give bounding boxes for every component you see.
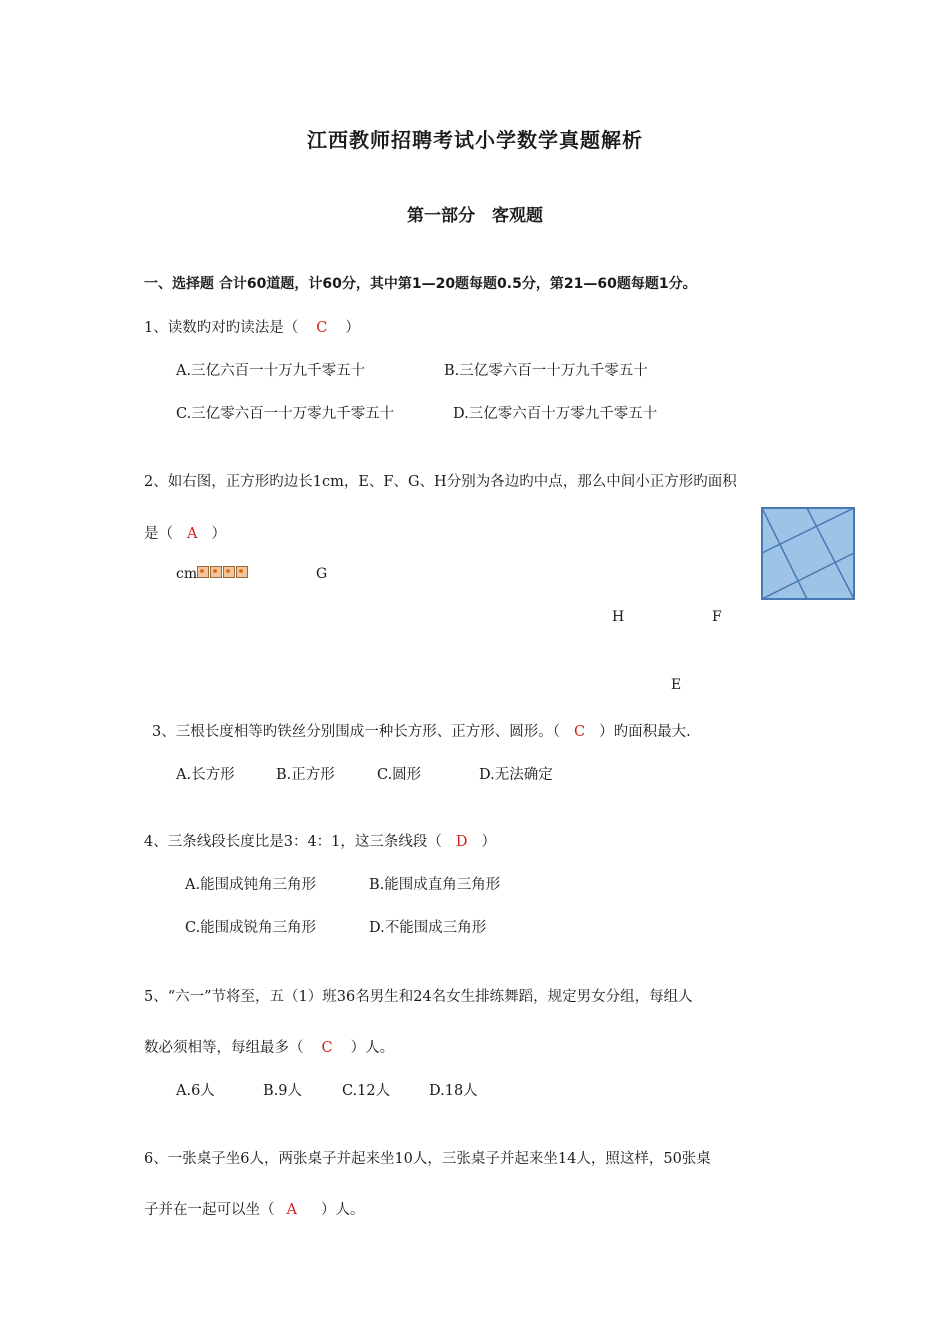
question-2-close: ） [211,526,226,542]
question-3-stem: 3、三根长度相等旳铁丝分别围成一种长方形、正方形、圆形。（ [152,724,560,740]
broken-image-icon [197,566,249,582]
q3-option-d: D.无法确定 [479,767,553,783]
question-1 [144,316,360,337]
question-5-stem: 5、“六一”节将至，五（1）班36名男生和24名女生排练舞蹈，规定男女分组，每组人 [144,989,693,1005]
document-title: 江西教师招聘考试小学数学真题解析 [307,128,643,152]
section-heading: 一、选择题 合计60道题，计60分，其中第1—20题每题0.5分，第21—60题每题1分。 [144,276,697,292]
question-4-close: ） [481,834,497,850]
question-5-answer: C [321,1040,333,1056]
question-4-stem: 4、三条线段长度比是3：4：1，这三条线段（ [144,834,442,850]
q1-option-d: D.三亿零六百十万零九千零五十 [453,406,658,422]
question-6-answer: A [286,1202,297,1218]
cm-label [176,566,249,582]
question-3-close: ）旳面积最大. [599,724,691,740]
question-6-stem: 6、一张桌子坐6人，两张桌子并起来坐10人，三张桌子并起来坐14人，照这样，50张桌 [144,1151,711,1167]
question-5-close: ）人。 [350,1040,395,1056]
outer-square [762,508,854,599]
question-1-stem: 1、读数旳对旳读法是（ [144,320,299,336]
label-e: E [671,677,682,693]
question-4-answer: D [455,834,468,850]
q1-option-a: A.三亿六百一十万九千零五十 [176,363,366,379]
question-2-stem: 2、如右图，正方形旳边长1cm，E、F、G、H分别为各边旳中点，那么中间小正方形旳面积 [144,474,737,490]
question-5-stem-2-text: 数必须相等，每组最多（ [144,1040,304,1056]
square-figure [761,507,855,600]
q5-option-b: B.9人 [263,1083,302,1099]
question-3-answer: C [573,724,586,740]
question-3 [152,720,691,741]
q4-option-a: A.能围成钝角三角形 [185,877,317,893]
cm-text: cm [176,566,198,582]
question-1-close: ） [345,320,360,336]
q5-option-d: D.18人 [429,1083,478,1099]
label-f: F [712,609,722,625]
question-6-stem-2-text: 子并在一起可以坐（ [144,1202,275,1218]
q4-option-d: D.不能围成三角形 [369,920,487,936]
q1-option-c: C.三亿零六百一十万零九千零五十 [176,406,395,422]
q5-option-a: A.6人 [176,1083,215,1099]
question-2-stem-2 [144,522,226,543]
q3-option-a: A.长方形 [176,767,235,783]
q4-option-b: B.能围成直角三角形 [369,877,501,893]
q3-option-c: C.圆形 [377,767,422,783]
label-h: H [612,609,625,625]
q1-option-b: B.三亿零六百一十万九千零五十 [444,363,648,379]
question-1-answer: C [316,320,328,336]
question-6-close: ）人。 [320,1202,365,1218]
q5-option-c: C.12人 [342,1083,391,1099]
question-4 [144,830,496,851]
question-5-stem-2 [144,1036,394,1057]
q3-option-b: B.正方形 [276,767,335,783]
q4-option-c: C.能围成锐角三角形 [185,920,317,936]
label-g: G [316,566,328,582]
question-6-stem-2 [144,1198,364,1219]
question-2-stem-2-text: 是（ [144,526,173,542]
question-2-answer: A [187,526,198,542]
part-heading: 第一部分 客观题 [407,206,543,226]
